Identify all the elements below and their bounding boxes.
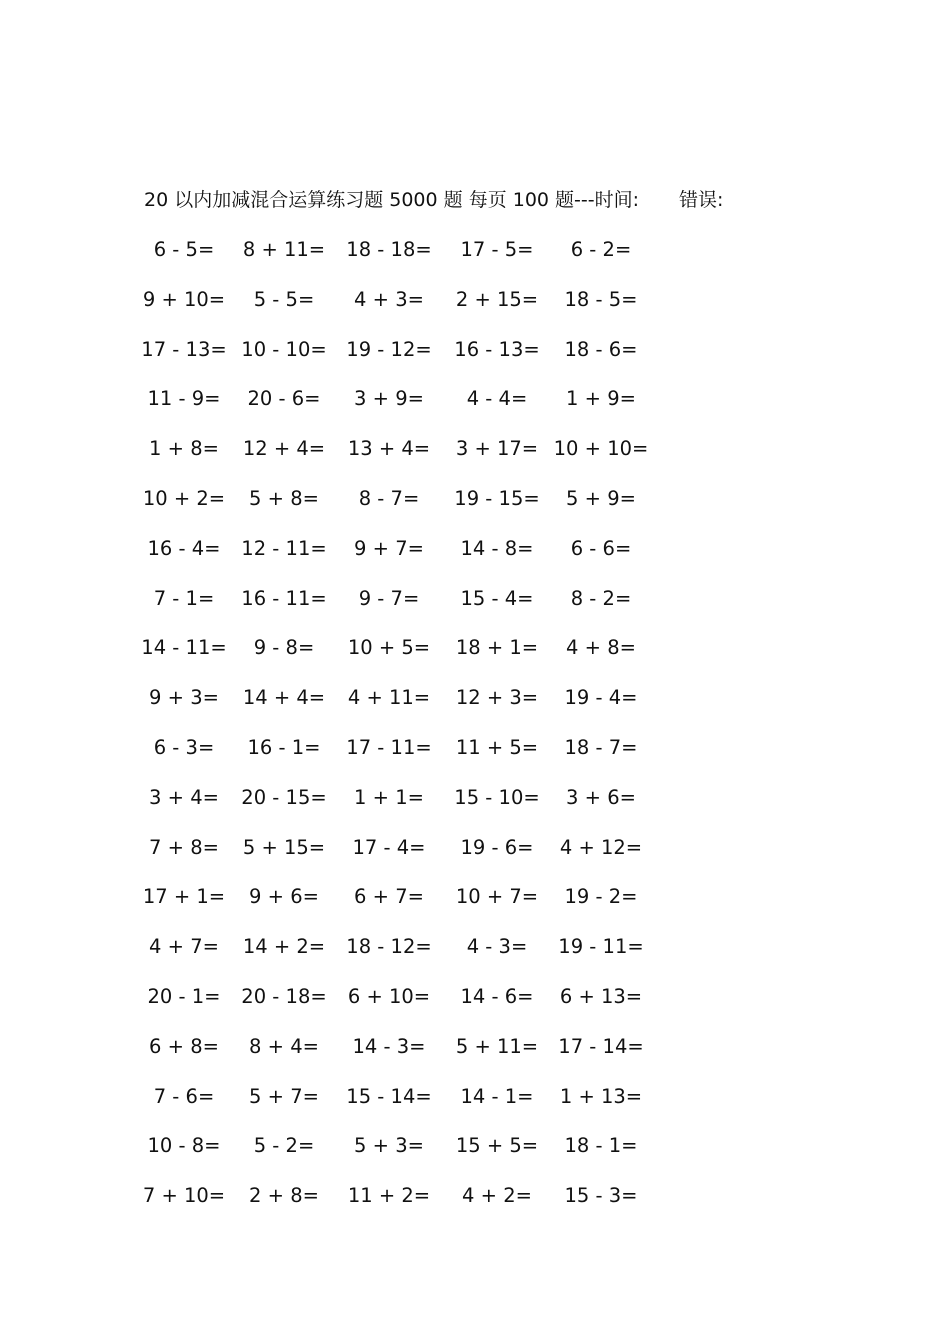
arithmetic-problem: 9 + 3= <box>149 686 219 710</box>
arithmetic-problem: 3 + 6= <box>566 785 636 809</box>
arithmetic-problem: 13 + 4= <box>347 437 431 461</box>
arithmetic-problem: 3 + 4= <box>149 785 219 809</box>
arithmetic-problem: 4 + 11= <box>347 686 431 710</box>
problem-row <box>0 1132 950 1182</box>
problem-row <box>0 983 950 1033</box>
arithmetic-problem: 10 + 2= <box>142 486 226 510</box>
arithmetic-problem: 7 + 8= <box>149 835 219 859</box>
problem-row <box>0 734 950 784</box>
arithmetic-problem: 2 + 8= <box>249 1184 319 1208</box>
arithmetic-problem: 11 + 2= <box>347 1184 431 1208</box>
worksheet-title: 20 以内加减混合运算练习题 5000 题 每页 100 题---时间: <box>144 189 640 211</box>
arithmetic-problem: 6 - 2= <box>570 238 632 261</box>
arithmetic-problem: 1 + 1= <box>354 785 424 809</box>
arithmetic-problem: 19 - 2= <box>564 885 638 909</box>
arithmetic-problem: 6 - 3= <box>153 735 215 759</box>
arithmetic-problem: 3 + 17= <box>455 437 539 461</box>
arithmetic-problem: 18 - 1= <box>564 1134 638 1158</box>
arithmetic-problem: 9 + 10= <box>142 287 226 311</box>
arithmetic-problem: 5 - 5= <box>253 287 315 311</box>
arithmetic-problem: 9 + 7= <box>354 536 424 560</box>
arithmetic-problem: 17 - 11= <box>346 735 432 759</box>
arithmetic-problem: 5 + 8= <box>249 486 319 510</box>
arithmetic-problem: 17 - 4= <box>352 835 426 859</box>
arithmetic-problem: 15 - 14= <box>346 1084 432 1108</box>
problem-row <box>0 1083 950 1133</box>
arithmetic-problem: 7 + 10= <box>142 1184 226 1208</box>
arithmetic-problem: 16 - 4= <box>147 536 221 560</box>
arithmetic-problem: 9 - 8= <box>253 636 315 660</box>
arithmetic-problem: 14 - 11= <box>141 636 227 660</box>
arithmetic-problem: 14 - 6= <box>460 984 534 1008</box>
problem-row <box>0 585 950 635</box>
problem-row <box>0 485 950 535</box>
arithmetic-problem: 4 - 3= <box>466 935 528 959</box>
arithmetic-problem: 14 - 1= <box>460 1084 534 1108</box>
arithmetic-problem: 4 + 2= <box>462 1184 532 1208</box>
arithmetic-problem: 10 - 10= <box>241 337 327 361</box>
arithmetic-problem: 8 + 4= <box>249 1034 319 1058</box>
arithmetic-problem: 8 - 7= <box>358 486 420 510</box>
arithmetic-problem: 18 - 6= <box>564 337 638 361</box>
problem-row <box>0 784 950 834</box>
problem-row <box>0 435 950 485</box>
arithmetic-problem: 18 - 12= <box>346 935 432 959</box>
problem-row <box>0 1033 950 1083</box>
problem-row <box>0 385 950 435</box>
arithmetic-problem: 19 - 15= <box>454 486 540 510</box>
arithmetic-problem: 17 - 14= <box>558 1034 644 1058</box>
arithmetic-problem: 6 + 7= <box>354 885 424 909</box>
arithmetic-problem: 5 + 11= <box>455 1034 539 1058</box>
worksheet-header <box>144 186 723 214</box>
arithmetic-problem: 10 + 7= <box>455 885 539 909</box>
arithmetic-problem: 20 - 1= <box>147 984 221 1008</box>
arithmetic-problem: 18 - 7= <box>564 735 638 759</box>
arithmetic-problem: 3 + 9= <box>354 387 424 411</box>
arithmetic-problem: 4 + 8= <box>566 636 636 660</box>
arithmetic-problem: 10 - 8= <box>147 1134 221 1158</box>
arithmetic-problem: 14 - 8= <box>460 536 534 560</box>
arithmetic-problem: 20 - 15= <box>241 785 327 809</box>
arithmetic-problem: 5 + 3= <box>354 1134 424 1158</box>
arithmetic-problem: 12 + 4= <box>242 437 326 461</box>
arithmetic-problem: 19 - 4= <box>564 686 638 710</box>
arithmetic-problem: 12 + 3= <box>455 686 539 710</box>
problem-row <box>0 933 950 983</box>
arithmetic-problem: 4 + 12= <box>559 835 643 859</box>
arithmetic-problem: 5 + 15= <box>242 835 326 859</box>
arithmetic-problem: 11 - 9= <box>147 387 221 411</box>
arithmetic-problem: 19 - 11= <box>558 935 644 959</box>
arithmetic-problem: 1 + 13= <box>559 1084 643 1108</box>
arithmetic-problem: 14 - 3= <box>352 1034 426 1058</box>
arithmetic-problem: 7 - 6= <box>153 1084 215 1108</box>
arithmetic-problem: 6 - 6= <box>570 536 632 560</box>
arithmetic-problem: 16 - 13= <box>454 337 540 361</box>
arithmetic-problem: 11 + 5= <box>455 735 539 759</box>
arithmetic-problem: 15 + 5= <box>455 1134 539 1158</box>
problem-row <box>0 634 950 684</box>
arithmetic-problem: 10 + 10= <box>553 437 649 461</box>
arithmetic-problem: 5 + 7= <box>249 1084 319 1108</box>
arithmetic-problem: 18 - 18= <box>346 238 432 261</box>
arithmetic-problem: 6 + 10= <box>347 984 431 1008</box>
problem-row <box>0 834 950 884</box>
arithmetic-problem: 12 - 11= <box>241 536 327 560</box>
arithmetic-problem: 15 - 4= <box>460 586 534 610</box>
arithmetic-problem: 20 - 18= <box>241 984 327 1008</box>
arithmetic-problem: 4 - 4= <box>466 387 528 411</box>
arithmetic-problem: 2 + 15= <box>455 287 539 311</box>
arithmetic-problem: 1 + 9= <box>566 387 636 411</box>
arithmetic-problem: 18 + 1= <box>455 636 539 660</box>
arithmetic-problem: 7 - 1= <box>153 586 215 610</box>
arithmetic-problem: 14 + 2= <box>242 935 326 959</box>
problem-row <box>0 1182 950 1232</box>
arithmetic-problem: 4 + 7= <box>149 935 219 959</box>
problem-row <box>0 535 950 585</box>
arithmetic-problem: 4 + 3= <box>354 287 424 311</box>
arithmetic-problem: 19 - 12= <box>346 337 432 361</box>
arithmetic-problem: 6 - 5= <box>153 238 215 261</box>
problem-row <box>0 684 950 734</box>
arithmetic-problem: 10 + 5= <box>347 636 431 660</box>
arithmetic-problem: 16 - 1= <box>247 735 321 759</box>
problem-grid <box>0 236 950 1232</box>
error-count-label: 错误: <box>679 189 724 211</box>
arithmetic-problem: 18 - 5= <box>564 287 638 311</box>
arithmetic-problem: 17 - 5= <box>460 238 534 261</box>
arithmetic-problem: 14 + 4= <box>242 686 326 710</box>
arithmetic-problem: 9 - 7= <box>358 586 420 610</box>
problem-row <box>0 286 950 336</box>
arithmetic-problem: 5 + 9= <box>566 486 636 510</box>
arithmetic-problem: 15 - 10= <box>454 785 540 809</box>
arithmetic-problem: 16 - 11= <box>241 586 327 610</box>
arithmetic-problem: 9 + 6= <box>249 885 319 909</box>
arithmetic-problem: 20 - 6= <box>247 387 321 411</box>
arithmetic-problem: 17 - 13= <box>141 337 227 361</box>
problem-row <box>0 236 950 286</box>
problem-row <box>0 336 950 386</box>
arithmetic-problem: 19 - 6= <box>460 835 534 859</box>
arithmetic-problem: 6 + 8= <box>149 1034 219 1058</box>
arithmetic-problem: 15 - 3= <box>564 1184 638 1208</box>
arithmetic-problem: 1 + 8= <box>149 437 219 461</box>
arithmetic-problem: 6 + 13= <box>559 984 643 1008</box>
problem-row <box>0 883 950 933</box>
arithmetic-problem: 8 - 2= <box>570 586 632 610</box>
arithmetic-problem: 8 + 11= <box>242 238 326 261</box>
arithmetic-problem: 5 - 2= <box>253 1134 315 1158</box>
arithmetic-problem: 17 + 1= <box>142 885 226 909</box>
